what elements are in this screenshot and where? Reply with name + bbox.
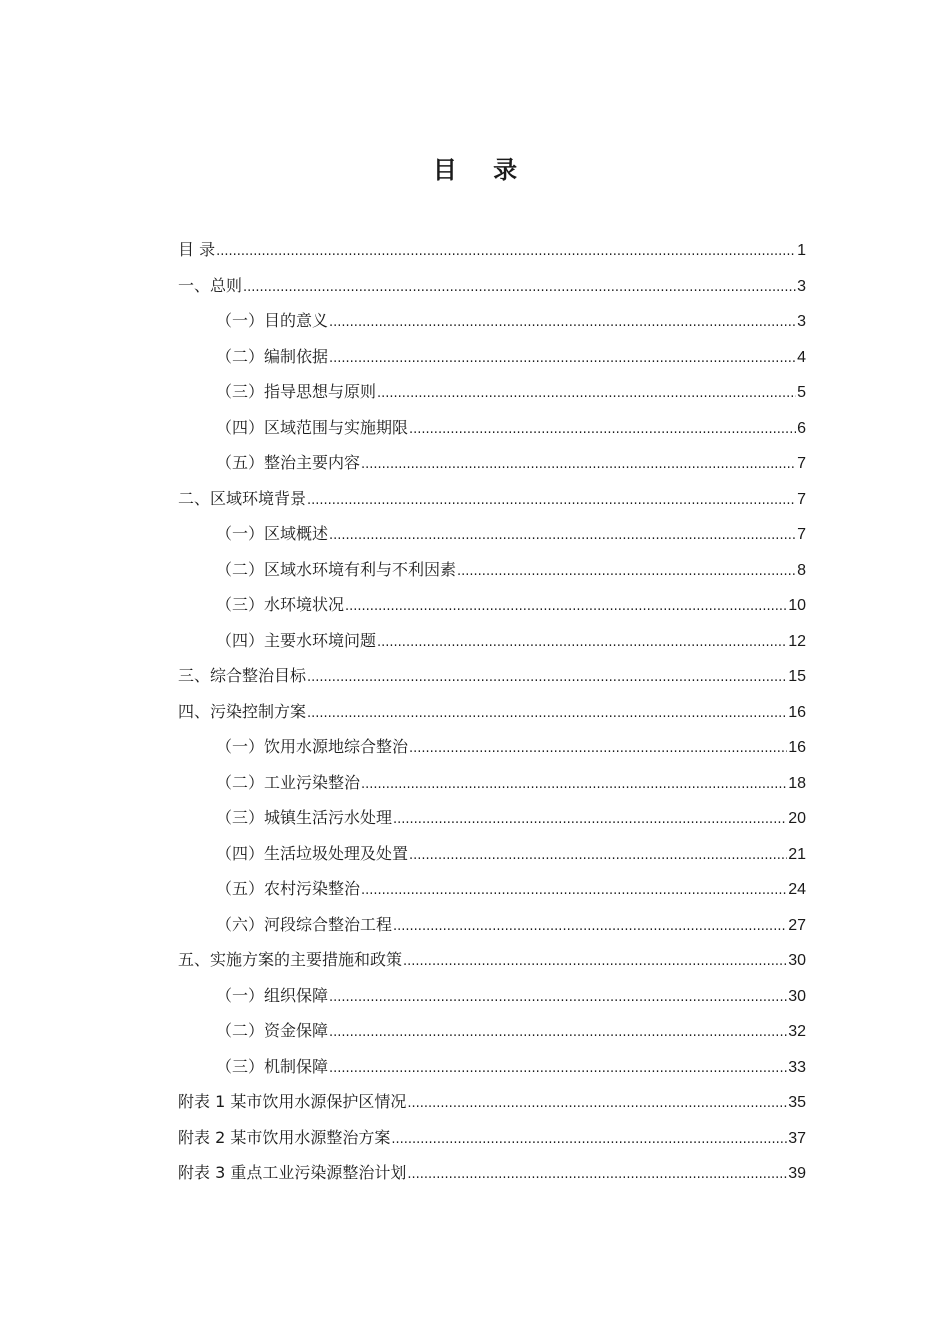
toc-entry-page-number: 30 xyxy=(788,952,806,969)
toc-entry-page-number: 18 xyxy=(788,774,806,792)
toc-entry[interactable] xyxy=(178,729,806,765)
toc-entry[interactable] xyxy=(178,765,806,801)
toc-entry[interactable] xyxy=(178,907,806,943)
toc-entry-page-number: 7 xyxy=(797,526,806,543)
toc-entry-page-number: 21 xyxy=(788,845,806,863)
toc-entry[interactable] xyxy=(178,836,806,872)
toc-dot-leader xyxy=(377,376,796,412)
toc-entry-page-number: 5 xyxy=(797,384,806,401)
toc-dot-leader xyxy=(361,447,796,483)
toc-entry-title: 三、综合整治目标 xyxy=(178,666,307,685)
toc-dot-leader xyxy=(243,270,796,306)
toc-entry-title: （三）指导思想与原则 xyxy=(216,382,377,401)
toc-dot-leader xyxy=(329,518,796,554)
toc-entry-title: （五）整治主要内容 xyxy=(216,453,361,472)
toc-entry-page-number: 37 xyxy=(788,1129,806,1147)
toc-entry-title: （六）河段综合整治工程 xyxy=(216,914,393,934)
toc-entry-title: （一）目的意义 xyxy=(216,311,329,330)
toc-dot-leader xyxy=(409,731,787,767)
toc-entry[interactable] xyxy=(178,232,806,268)
toc-entry-page-number: 12 xyxy=(788,632,806,650)
toc-entry[interactable] xyxy=(178,587,806,623)
toc-dot-leader xyxy=(216,234,796,270)
toc-entry-page-number: 7 xyxy=(797,455,806,472)
toc-entry[interactable] xyxy=(178,1120,806,1156)
toc-entry-title: （一）区域概述 xyxy=(216,524,329,543)
toc-entry[interactable] xyxy=(178,978,806,1014)
toc-entry-page-number: 32 xyxy=(788,1023,806,1040)
toc-entry-title: 附表 3 重点工业污染源整治计划 xyxy=(178,1163,407,1182)
toc-entry-title: （二）资金保障 xyxy=(216,1021,329,1040)
toc-entry[interactable] xyxy=(178,1013,806,1049)
toc-entry-page-number: 8 xyxy=(797,561,806,579)
toc-entry[interactable] xyxy=(178,800,806,836)
toc-entry[interactable] xyxy=(178,303,806,339)
toc-entry-title: （四）区域范围与实施期限 xyxy=(216,417,409,437)
toc-dot-leader xyxy=(329,1051,787,1087)
toc-entry[interactable] xyxy=(178,1084,806,1120)
toc-entry-title: （一）饮用水源地综合整治 xyxy=(216,737,409,756)
toc-entry-title: （五）农村污染整治 xyxy=(216,879,361,898)
toc-entry[interactable] xyxy=(178,445,806,481)
toc-dot-leader xyxy=(307,696,787,732)
toc-entry[interactable] xyxy=(178,1155,806,1191)
toc-dot-leader xyxy=(361,873,787,909)
toc-entry-title: 目 录 xyxy=(178,240,216,259)
toc-entry-title: 五、实施方案的主要措施和政策 xyxy=(178,950,403,969)
toc-entry-page-number: 3 xyxy=(797,313,806,330)
toc-dot-leader xyxy=(403,944,787,980)
toc-entry-page-number: 7 xyxy=(797,490,806,508)
toc-entry[interactable] xyxy=(178,623,806,659)
toc-entry-title: 附表 1 某市饮用水源保护区情况 xyxy=(178,1092,407,1111)
toc-entry[interactable] xyxy=(178,268,806,304)
toc-entry-page-number: 4 xyxy=(797,348,806,366)
toc-dot-leader xyxy=(409,838,787,874)
toc-entry-page-number: 33 xyxy=(788,1058,806,1076)
toc-entry-page-number: 24 xyxy=(788,881,806,898)
toc-entry-page-number: 6 xyxy=(797,419,806,437)
toc-entry-title: （二）工业污染整治 xyxy=(216,772,361,792)
toc-dot-leader xyxy=(307,483,796,519)
toc-entry-title: （三）城镇生活污水处理 xyxy=(216,808,393,827)
toc-entry-title: （四）生活垃圾处理及处置 xyxy=(216,843,409,863)
toc-entry-page-number: 20 xyxy=(788,810,806,827)
toc-entry-title: （三）机制保障 xyxy=(216,1056,329,1076)
toc-entry[interactable] xyxy=(178,942,806,978)
toc-entry-title: 一、总则 xyxy=(178,275,243,295)
toc-dot-leader xyxy=(409,412,796,448)
toc-entry-page-number: 1 xyxy=(797,242,806,259)
toc-entry[interactable] xyxy=(178,516,806,552)
toc-entry-page-number: 10 xyxy=(788,597,806,614)
toc-entry[interactable] xyxy=(178,1049,806,1085)
toc-dot-leader xyxy=(457,554,796,590)
toc-dot-leader xyxy=(377,625,787,661)
toc-dot-leader xyxy=(407,1157,787,1193)
toc-entry-title: 二、区域环境背景 xyxy=(178,488,307,508)
toc-dot-leader xyxy=(329,980,787,1016)
toc-entry-title: （一）组织保障 xyxy=(216,985,329,1005)
toc-entry-page-number: 35 xyxy=(788,1094,806,1111)
toc-entry[interactable] xyxy=(178,552,806,588)
toc-entry[interactable] xyxy=(178,871,806,907)
toc-dot-leader xyxy=(393,909,787,945)
toc-entry[interactable] xyxy=(178,658,806,694)
toc-dot-leader xyxy=(307,660,787,696)
toc-entry[interactable] xyxy=(178,694,806,730)
toc-entry-title: （三）水环境状况 xyxy=(216,595,345,614)
toc-entry-title: （二）区域水环境有利与不利因素 xyxy=(216,559,457,579)
toc-dot-leader xyxy=(393,802,787,838)
toc-entry-page-number: 16 xyxy=(788,739,806,756)
toc-entry-title: 附表 2 某市饮用水源整治方案 xyxy=(178,1127,391,1147)
toc-dot-leader xyxy=(329,305,796,341)
toc-entry-page-number: 15 xyxy=(788,668,806,685)
toc-entry[interactable] xyxy=(178,339,806,375)
toc-entry-page-number: 27 xyxy=(788,916,806,934)
toc-entry[interactable] xyxy=(178,374,806,410)
toc-entry-title: 四、污染控制方案 xyxy=(178,701,307,721)
toc-dot-leader xyxy=(329,1015,787,1051)
page-title: 目 录 xyxy=(432,156,532,184)
toc-dot-leader xyxy=(329,341,796,377)
toc-entry-title: （二）编制依据 xyxy=(216,346,329,366)
toc-dot-leader xyxy=(361,767,787,803)
toc-dot-leader xyxy=(407,1086,787,1122)
toc-dot-leader xyxy=(391,1122,787,1158)
toc-entry[interactable] xyxy=(178,481,806,517)
table-of-contents xyxy=(178,232,806,1191)
toc-dot-leader xyxy=(345,589,787,625)
toc-entry-page-number: 39 xyxy=(788,1165,806,1182)
toc-entry[interactable] xyxy=(178,410,806,446)
toc-entry-page-number: 30 xyxy=(788,987,806,1005)
toc-entry-title: （四）主要水环境问题 xyxy=(216,630,377,650)
toc-entry-page-number: 3 xyxy=(797,277,806,295)
toc-entry-page-number: 16 xyxy=(788,703,806,721)
